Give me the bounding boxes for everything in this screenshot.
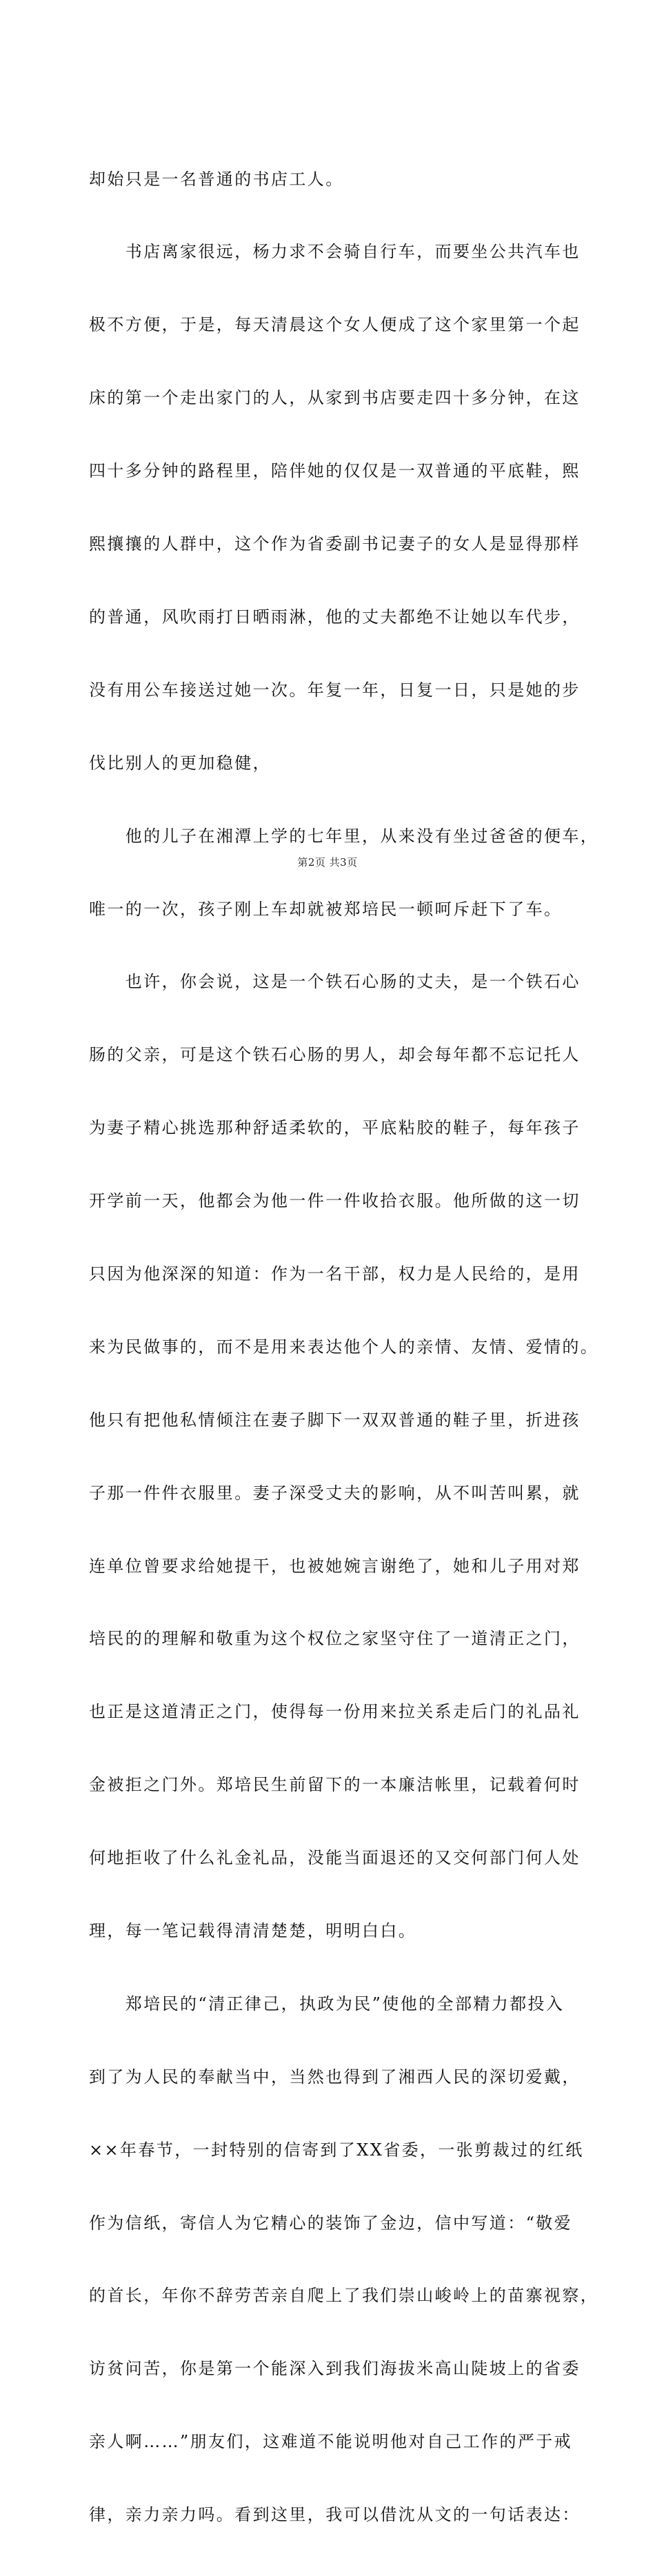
text-line: 床的第一个走出家门的人，从家到书店要走四十多分钟，在这 (89, 388, 581, 408)
text-line: 到了为人民的奉献当中，当然也得到了湘西人民的深切爱戴， (89, 2067, 581, 2087)
text-line: 何地拒收了什么礼金礼品，没能当面退还的又交何部门何人处 (89, 1848, 581, 1868)
text-line: 律，亲力亲力吗。看到这里，我可以借沈从文的一句话表达： (89, 2505, 581, 2525)
text-line: 却始只是一名普通的书店工人。 (89, 169, 344, 189)
body-text (89, 119, 599, 2576)
text-line: 肠的父亲，可是这个铁石心肠的男人，却会每年都不忘记托人 (89, 1045, 581, 1065)
text-line: 作为信纸，寄信人为它精心的装饰了金边，信中写道：“敬爱 (89, 2213, 573, 2233)
text-line: 开学前一天，他都会为他一件一件收拾衣服。他所做的这一切 (89, 1191, 581, 1211)
text-line: 为妻子精心挑选那种舒适柔软的，平底粘胶的鞋子，每年孩子 (89, 1118, 581, 1138)
page-footer (0, 855, 655, 869)
text-line: 四十多分钟的路程里，陪伴她的仅仅是一双普通的平底鞋，熙 (89, 461, 581, 481)
text-line: 来为民做事的，而不是用来表达他个人的亲情、友情、爱情的。 (89, 1337, 599, 1357)
text-line: 只因为他深深的知道：作为一名干部，权力是人民给的，是用 (89, 1264, 581, 1284)
text-line: 极不方便，于是，每天清晨这个女人便成了这个家里第一个起 (89, 315, 581, 335)
text-line: 他只有把他私情倾注在妻子脚下一双双普通的鞋子里，折进孩 (89, 1410, 581, 1430)
text-line: 的首长，年你不辞劳苦亲自爬上了我们崇山峻岭上的苗寨视察， (89, 2286, 599, 2306)
text-line: 的普通，风吹雨打日晒雨淋，他的丈夫都绝不让她以车代步， (89, 607, 581, 627)
text-line: ××年春节，一封特别的信寄到了XX省委，一张剪裁过的红纸 (89, 2140, 584, 2160)
text-line: 连单位曾要求给她提干，也被她婉言谢绝了，她和儿子用对郑 (89, 1556, 581, 1576)
text-line: 郑培民的“清正律己，执政为民”使他的全部精力都投入 (89, 1994, 565, 2014)
text-line: 熙攘攘的人群中，这个作为省委副书记妻子的女人是显得那样 (89, 534, 581, 554)
text-line: 伐比别人的更加稳健， (89, 753, 271, 773)
text-line: 理，每一笔记载得清清楚楚，明明白白。 (89, 1920, 417, 1940)
text-line: 唯一的一次，孩子刚上车却就被郑培民一顿呵斥赶下了车。 (89, 899, 563, 919)
text-line: 金被拒之门外。郑培民生前留下的一本廉洁帐里，记载着何时 (89, 1775, 581, 1795)
text-line: 没有用公车接送过她一次。年复一年，日复一日，只是她的步 (89, 680, 581, 700)
text-line: 访贫问苦，你是第一个能深入到我们海拔米高山陡坡上的省委 (89, 2359, 581, 2379)
text-line: 也正是这道清正之门，使得每一份用来拉关系走后门的礼品礼 (89, 1702, 581, 1722)
text-line: 也许，你会说，这是一个铁石心肠的丈夫，是一个铁石心 (89, 972, 581, 992)
text-line: 亲人啊……”朋友们，这难道不能说明他对自己工作的严于戒 (89, 2432, 573, 2452)
page-number-label: 第2页 共3页 (297, 856, 358, 869)
text-line: 他的儿子在湘潭上学的七年里，从来没有坐过爸爸的便车， (89, 826, 599, 846)
document-body (89, 119, 599, 2576)
text-line: 书店离家很远，杨力求不会骑自行车，而要坐公共汽车也 (89, 242, 581, 262)
text-line: 子那一件件衣服里。妻子深受丈夫的影响，从不叫苦叫累，就 (89, 1483, 581, 1503)
text-line: 培民的的理解和敬重为这个权位之家坚守住了一道清正之门， (89, 1629, 581, 1649)
